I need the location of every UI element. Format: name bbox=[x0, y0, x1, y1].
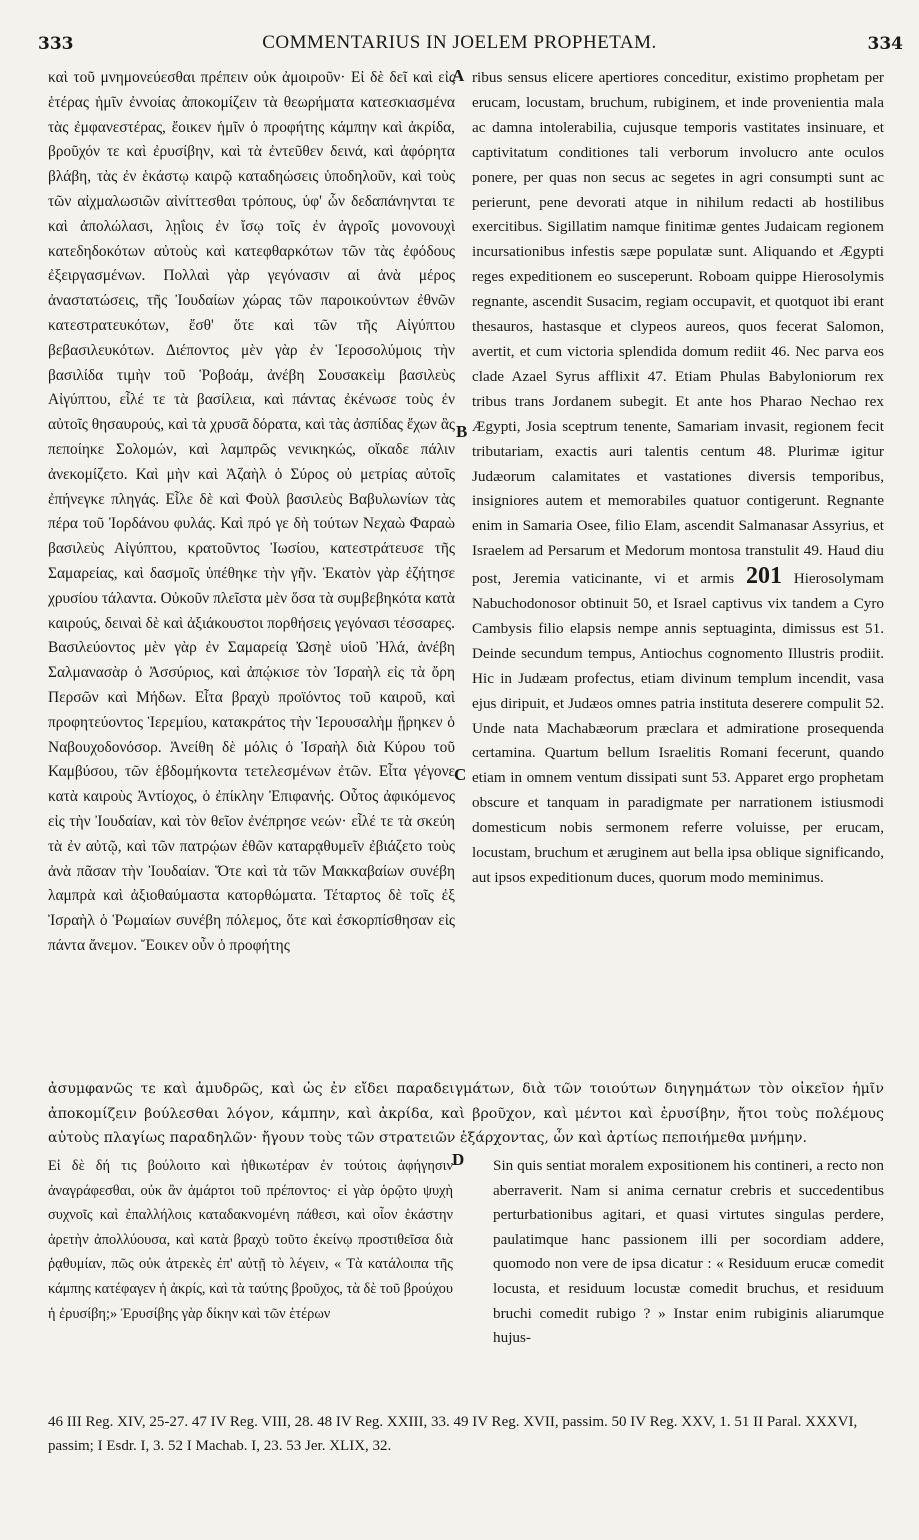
greek-paragraph-bottom: Εἰ δὲ δή τις βούλοιτο καὶ ἠθικωτέραν ἐν τούτοις ἀφήγησιν ἀναγράφεσθαι, οὐκ ἂν ἁμάρτοι τοῦ πρέποντος· εἰ γὰρ ὁρῷτο ψυχὴ συχνοῖς καὶ ἐπαλλήλοις καταδακνομένη πάθεσι, καὶ οἷον ἑκάστην ἀρετὴν ἀπολλύουσα, καὶ κατὰ βραχὺ τοῦτο ἐκείνῳ προστιθεῖσα διὰ ῥᾳθυμίαν, πῶς οὐκ ἀτρεκὲς ἐπ' αὐτῇ τὸ λέγειν, « Τὰ κατάλοιπα τῆς κάμπης κατέφαγεν ἡ ἀκρίς, καὶ τὰ ταύτης βροῦχος, τὰ δὲ τοῦ βρούχου ἡ ἐρυσίβη;» Ἐρυσίβης γὰρ δίκην καὶ τῶν ἑτέρων bbox=[48, 1158, 453, 1322]
latin-text-part-1: ribus sensus elicere apertiores conceditur, existimo prophetam per erucam, locustam, bruchum, rubiginem, et inde provenientia mala ac damna intolerabilia, cujusque temporis vastitates insinuare, et captivitatum conditiones tali verborum involucro ante oculos ponere, per quas non secus ac segetes in agri consumpti sunt ac perierunt, pene devorati atque in nihilum redacti ab hostilibus exercitibus. Sigillatim namque finitimæ gentes Judaicam regionem incursationibus infestis sæpe populatæ sunt. Aliquando et Ægypti reges expeditionem eo susceperunt. Roboam quippe Hierosolymis regnante, ascendit Susacim, regiam occupavit, et quotquot ibi erant thesauros, hastasque et clypeos aureos, quos fecerat Salomon, avertit, et cum victoria splendida domum rediit 46. Nec parva eos clade Azael Syrus afflixit 47. Etiam Phulas Babyloniorum rex tribus trans Jordanem subegit. Et ante hos Pharao Nechao rex Ægypti, Josia sceptrum tenente, Samariam invasit, regionem fecit tributariam, exactis auri talentis centum 48. Plurimæ igitur Judæorum calamitates et vastationes diversis temporibus, insigniores autem et memorabiles quatuor contigerunt. Regnante enim in Samaria Osee, filio Elam, ascendit Salmanasar Assyrius, et Israelem ad Persarum et Medorum montosa transtulit 49. Haud diu post, Jeremia vaticinante, vi et armis bbox=[472, 69, 884, 588]
latin-paragraph-top bbox=[472, 66, 884, 891]
page-number-left: 333 bbox=[38, 34, 74, 54]
latin-paragraph-bottom: Sin quis sentiat moralem expositionem his contineri, a recto non aberraverit. Nam si anima cernatur crebris et succedentibus perturbationibus agitari, et quasi virtutes singulas perdere, paulatimque hanc passionem illi per socordiam addere, quomodo non vere de ipsa dicatur : « Residuum erucæ comedit locusta, et residuum locustæ comedit bruchus, et residuum bruchi comedit rubigo ? » Instar enim rubiginis aliarumque hujus- bbox=[493, 1157, 884, 1347]
page-number-right: 334 bbox=[867, 34, 903, 54]
section-marker-c: C bbox=[454, 765, 467, 784]
page-header bbox=[0, 0, 919, 54]
section-marker-a: A bbox=[452, 66, 465, 85]
running-title: COMMENTARIUS IN JOELEM PROPHETAM. bbox=[262, 32, 657, 53]
latin-column-bottom bbox=[493, 1154, 884, 1394]
greek-spanning-paragraph: ἀσυμφανῶς τε καὶ ἀμυδρῶς, καὶ ὡς ἐν εἴδει παραδειγμάτων, διὰ τῶν τοιούτων διηγημάτων τὸν οἰκεῖον ἡμῖν ἀποκομίζειν βούλεσθαι λόγον, κάμπην, καὶ ἀκρίδα, καὶ βροῦχον, καὶ μέντοι καὶ ἐρυσίβην, ἤτοι τοὺς πολέμους αὐτοὺς πλαγίως παραδηλῶν· ἤγουν τοὺς τῶν στρατειῶν ἐξάρχοντας, ὧν καὶ ἀρτίως πεποιήμεθα μνήμην. bbox=[48, 1081, 884, 1146]
footnotes: 46 III Reg. XIV, 25-27. 47 IV Reg. VIII, 28. 48 IV Reg. XXIII, 33. 49 IV Reg. XVII, passim. 50 IV Reg. XXV, 1. 51 II Paral. XXXVI, passim; I Esdr. I, 3. 52 I Machab. I, 23. 53 Jer. XLIX, 32. bbox=[48, 1414, 858, 1454]
section-marker-d: D bbox=[452, 1150, 465, 1169]
latin-column-top bbox=[472, 66, 884, 1071]
greek-paragraph-top: καὶ τοῦ μνημονεύεσθαι πρέπειν οὐκ ἀμοιροῦν· Εἰ δὲ δεῖ καὶ εἰς ἑτέρας ἡμῖν ἐννοίας ἀποκομίζειν τὰ θεωρήματα κατεσκιασμένα τὰς ἐμφανεστέρας, ἔοικεν ἡμῖν ὁ προφήτης κάμπην καὶ ἀκρίδα, βροῦχόν τε καὶ ἐρυσίβην, καὶ τὰ ἐντεῦθεν δεινά, καὶ ἀφόρητα βλάβη, τὰς ἐν ἑκάστῳ καιρῷ καταδηώσεις ὑποδηλοῦν, καὶ τοὺς τῶν αἰχμαλωσιῶν αἰνίττεσθαι τρόπους, ὑφ' ὧν δεδαπάνηνται τε καὶ ἀπολώλασι, λῃΐοις ἐν ἴσῳ τοῖς ἐν ἀγροῖς μονονουχὶ κατεδηδοκότων αὐτοὺς καὶ κατεφθαρκότων τῶν τὰς ἐφόδους ἐξειργασμένων. Πολλαὶ γὰρ γεγόνασιν αἱ ἀνὰ μέρος ἀναστατώσεις, τῆς Ἰουδαίων χώρας τῶν παροικούντων ἐθνῶν κατεστρατευκότων, ἔσθ' ὅτε καὶ τῶν τῆς Αἰγύπτου βεβασιλευκότων. Διέποντος μὲν γὰρ ἐν Ἱεροσολύμοις τὴν βασιλίδα τιμὴν τοῦ Ῥοβοάμ, ἀνέβη Σουσακεὶμ βασιλεὺς Αἰγύπτου, εἷλέ τε τὰ βασίλεια, καὶ πάντας ἐκένωσε τοὺς ἐν αὐτοῖς θησαυρούς, καὶ τὰ χρυσᾶ δόρατα, καὶ τὰς ἀσπίδας ἔχων ἃς πεποίηκε Σολομών, καὶ λαμπρῶς νενικηκώς, οἴκαδε πάλιν ἀνεκομίζετο. Καὶ μὴν καὶ Ἀζαὴλ ὁ Σύρος οὐ μετρίας αὐτοῖς ἐπήνεγκε πληγάς. Εἷλε δὲ καὶ Φοὺλ βασιλεὺς Βαβυλωνίων τὰς πέρα τοῦ Ἰορδάνου φυλάς. Καὶ πρό γε δὴ τούτων Νεχαὼ Φαραὼ βασιλεὺς Αἰγύπτου, κρατοῦντος Ἰωσίου, κατεστράτευσε τῆς Σαμαρείας, καὶ δασμοῖς ὑπέθηκε τὴν γῆν. Ἑκατὸν γὰρ ἐζήτησε χρυσίου τάλαντα. Οὐκοῦν πλεῖστα μὲν ὅσα τὰ συμβεβηκότα κατὰ καιρούς, δειναὶ δὲ καὶ ἀξιάκουστοι πορθήσεις γεγόνασι τέσσαρες. Βασιλεύοντος μὲν γὰρ ἐν Σαμαρείᾳ Ὠσηὲ υἱοῦ Ἠλά, ἀνέβη Σαλμανασὰρ ὁ Ἀσσύριος, καὶ ἀπῴκισε τὸν Ἰσραὴλ εἰς τὰ ὄρη Περσῶν καὶ Μήδων. Εἶτα βραχὺ προϊόντος τοῦ καιροῦ, καὶ προφητεύοντος Ἱερεμίου, κατακράτος τὴν Ἱερουσαλὴμ ᾕρηκεν ὁ Ναβουχοδονόσορ. Ἀνείθη δὲ μόλις ὁ Ἰσραὴλ διὰ Κύρου τοῦ Καμβύσου, τῶν ἑβδομήκοντα τετελεσμένων ἐτῶν. Εἶτα γέγονε κατὰ καιροὺς Ἀντίοχος, ὁ ἐπίκλην Ἐπιφανής. Οὗτος ἀφικόμενος εἰς τὴν Ἰουδαίαν, καὶ τὸν θεῖον ἐνέπρησε νεών· εἷλέ τε τὰ σκεύη τὰ ἐν αὐτῷ, καὶ τῶν πατρῴων ἐθῶν καταρᾳθυμεῖν ἐβιάζετο τοὺς ἀνὰ πᾶσαν τὴν Ἰουδαίαν. Ὅτε καὶ τὰ τῶν Μακκαβαίων συνέβη λαμπρὰ καὶ ἀξιοθαύμαστα κατορθώματα. Τέταρτος δὲ τοῖς ἐξ Ἰσραὴλ ὁ Ῥωμαίων συνέβη πόλεμος, ὅτε καὶ ἐσκορπίσθησαν εἰς πάντα ἄνεμον. Ἔοικεν οὖν ὁ προφήτης bbox=[48, 69, 455, 954]
column-number: 201 bbox=[745, 563, 782, 590]
greek-column-bottom bbox=[48, 1154, 453, 1394]
greek-column-top bbox=[48, 66, 455, 1121]
section-marker-b: B bbox=[456, 422, 468, 441]
latin-text-part-2: Hierosolymam Nabuchodonosor obtinuit 50, et Israel captivus vix tandem a Cyro Cambysis filio elapsis nempe annis septuaginta, dimissus est 51. Deinde secundum tempus, Antiochus cognomento Illustris prodiit. Hic in Judæam profectus, etiam divinum templum incendit, vasa ejus diripuit, et Judæos omnes patria instituta deserere compulit 52. Unde nata Machabæorum præclara et admiratione prosequenda certamina. Quartum bellum Israelitis Romani fecerunt, quando etiam in omnem ventum dissipati sunt 53. Apparet ergo prophetam obscure et tanquam in paradigmate per narrationem istiusmodi domesticum nobis sermonem referre voluisse, per erucam, locustam, bruchum et æruginem aut bella ipsa oblique significando, aut ipsos expeditionum duces, quorum modo meminimus. bbox=[472, 570, 884, 886]
